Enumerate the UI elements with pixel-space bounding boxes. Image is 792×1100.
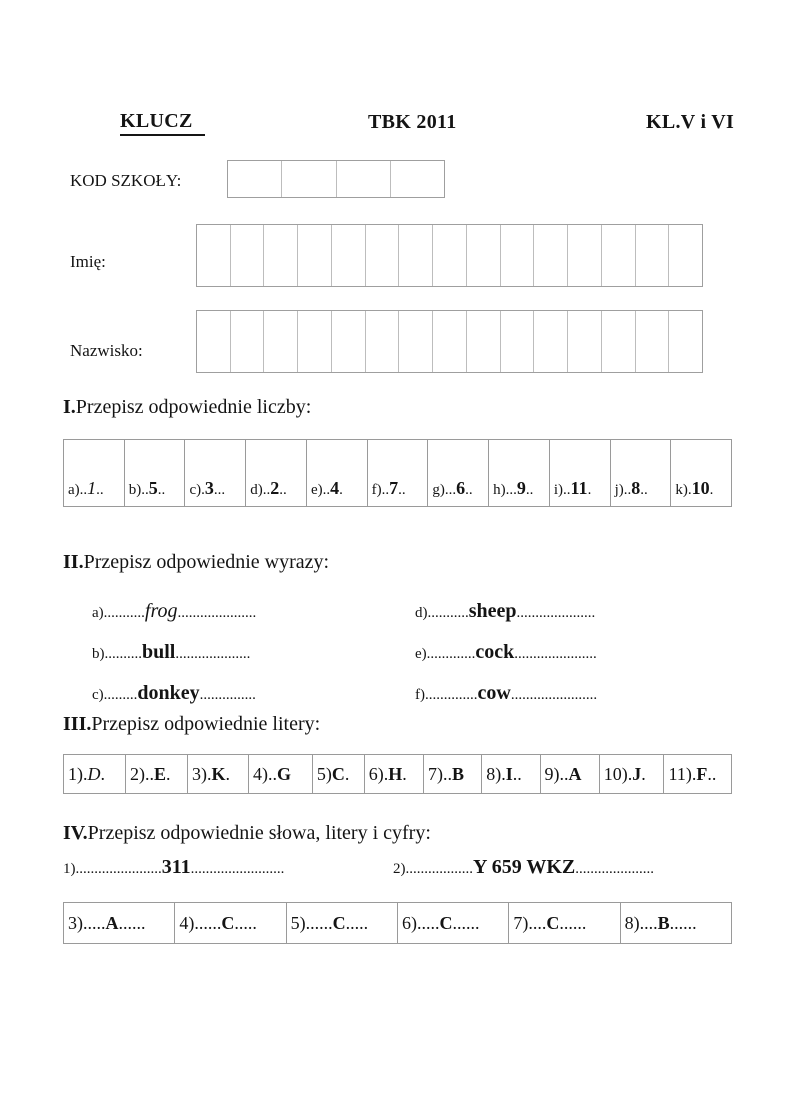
dots: ..	[563, 482, 571, 498]
dots: .	[687, 482, 692, 498]
dots: ..	[707, 763, 717, 784]
answer-value: C	[331, 763, 345, 784]
answer-value: Y 659 WKZ	[473, 856, 576, 878]
answer-line	[554, 478, 591, 499]
word-answer-a	[92, 600, 256, 623]
dots: ..	[322, 482, 331, 498]
dots: .	[339, 482, 343, 498]
dots: ..............	[425, 687, 478, 703]
last-name-cell	[601, 311, 635, 372]
first-name-cell	[197, 225, 230, 286]
answer-value: 2	[270, 478, 280, 498]
class-level-label: KL.V i VI	[646, 111, 735, 133]
answer-cell	[312, 755, 364, 793]
last-name-cell	[263, 311, 297, 372]
answer-label: c)	[92, 687, 104, 703]
answer-label: 6)	[368, 763, 384, 784]
answer-value: 11	[570, 478, 588, 498]
answer-line	[432, 478, 472, 499]
dots: ......	[305, 912, 333, 933]
answer-value: B	[657, 912, 670, 933]
answer-cell	[125, 755, 187, 793]
dots: ..	[398, 482, 406, 498]
first-name-cell	[500, 225, 534, 286]
word-answer-b	[92, 641, 250, 664]
answer-label: 8)	[486, 763, 502, 784]
answer-label: 1)	[68, 763, 83, 784]
dots: .	[100, 763, 105, 784]
last-name-cell	[567, 311, 601, 372]
last-name-grid	[196, 310, 703, 373]
dots: .......................	[510, 687, 598, 703]
section-iii-heading	[63, 713, 320, 736]
first-name-cell	[432, 225, 466, 286]
school-code-cell	[228, 161, 281, 197]
section-iv-heading	[63, 822, 431, 845]
dots: .	[709, 482, 714, 498]
word-answer-f	[415, 682, 597, 705]
dots: ..	[279, 482, 287, 498]
school-code-cell	[281, 161, 335, 197]
school-code-cell	[390, 161, 444, 197]
answer-value: A	[568, 763, 582, 784]
dots: .....................	[516, 605, 596, 621]
answer-value: 7	[389, 478, 399, 498]
answer-cell	[306, 440, 367, 506]
section-i-heading	[63, 396, 311, 419]
answer-value: cock	[475, 641, 515, 663]
dots: .	[166, 763, 171, 784]
dots: ..	[640, 482, 648, 498]
answer-label: a)	[92, 605, 104, 621]
answer-label: g)	[432, 482, 445, 498]
dots: ....	[639, 912, 658, 933]
answer-label: 7)	[427, 763, 443, 784]
section-iii-answer-table	[63, 754, 732, 794]
answer-label: 5)	[316, 763, 332, 784]
answer-value: G	[277, 763, 292, 784]
answer-cell	[508, 903, 619, 943]
last-name-cell	[500, 311, 534, 372]
answer-line	[189, 478, 225, 499]
answer-line	[493, 478, 533, 499]
answer-line	[615, 478, 648, 499]
answer-value: 6	[456, 478, 466, 498]
last-name-cell	[230, 311, 264, 372]
first-name-cell	[635, 225, 669, 286]
answer-cell	[248, 755, 312, 793]
answer-cell	[549, 440, 610, 506]
dots: .	[383, 763, 389, 784]
first-name-label: Imię:	[70, 252, 106, 271]
answer-label: b)	[128, 482, 142, 498]
answer-cell	[540, 755, 599, 793]
answer-cell	[184, 440, 245, 506]
answer-value: 311	[161, 856, 191, 878]
answer-cell	[397, 903, 508, 943]
answer-cell	[620, 903, 731, 943]
first-name-cell	[668, 225, 702, 286]
answer-value: frog	[144, 600, 178, 622]
answer-label: i)	[553, 482, 564, 498]
dots: ..	[157, 482, 166, 498]
answer-value: donkey	[137, 682, 200, 704]
dots: .....................	[177, 605, 257, 621]
answer-value: 1	[87, 478, 97, 498]
answer-label: 5)	[290, 912, 306, 933]
answer-value: H	[388, 763, 403, 784]
answer-cell	[286, 903, 397, 943]
last-name-cell	[398, 311, 432, 372]
last-name-cell	[635, 311, 669, 372]
dots: .........................	[190, 861, 285, 877]
dots: ..................	[405, 861, 473, 877]
answer-label: d)	[250, 482, 263, 498]
answer-label: 1)	[63, 861, 76, 877]
dots: ...............	[199, 687, 256, 703]
dots: .....	[234, 912, 257, 933]
first-name-cell	[230, 225, 264, 286]
dots: ...	[213, 482, 226, 498]
dots: ...........	[427, 605, 469, 621]
answer-value: C	[546, 912, 560, 933]
answer-line	[372, 478, 406, 499]
dots: ....	[528, 912, 547, 933]
answer-value: C	[221, 912, 235, 933]
section-ii-number: II.	[63, 551, 84, 573]
dots: ......	[194, 912, 222, 933]
answer-label: c)	[189, 482, 202, 498]
answer-cell	[423, 755, 481, 793]
first-name-cell	[533, 225, 567, 286]
answer-value: C	[439, 912, 453, 933]
dots: ..	[96, 482, 104, 498]
answer-value: F	[696, 763, 708, 784]
dots: ..	[512, 763, 522, 784]
first-name-cell	[331, 225, 365, 286]
answer-label: d)	[415, 605, 428, 621]
answer-label: 3)	[68, 912, 83, 933]
answer-value: 3	[204, 478, 214, 498]
dots: ..	[442, 763, 452, 784]
dots: .	[627, 763, 633, 784]
last-name-cell	[365, 311, 399, 372]
answer-label: 10)	[603, 763, 628, 784]
dots: ..	[465, 482, 473, 498]
answer-cell	[481, 755, 539, 793]
dots: .....................	[575, 861, 654, 877]
dots: ......	[118, 912, 146, 933]
answer-label: k)	[675, 482, 688, 498]
dots: ......	[452, 912, 480, 933]
answer-cell	[64, 903, 174, 943]
answer-label: f)	[371, 482, 382, 498]
section-iii-number: III.	[63, 713, 92, 735]
answer-value: E	[153, 763, 166, 784]
dots: .	[83, 763, 88, 784]
line-answer-2	[393, 856, 654, 879]
dots: .......................	[75, 861, 162, 877]
answer-value: 10	[691, 478, 710, 498]
last-name-label: Nazwisko:	[70, 341, 143, 360]
word-answer-e	[415, 641, 597, 664]
dots: .....	[345, 912, 369, 933]
school-code-label: KOD SZKOŁY:	[70, 171, 182, 190]
answer-label: 4)	[179, 912, 195, 933]
answer-value: K	[211, 763, 226, 784]
test-code-title: TBK 2011	[368, 111, 457, 133]
last-name-cell	[533, 311, 567, 372]
first-name-cell	[567, 225, 601, 286]
first-name-cell	[466, 225, 500, 286]
answer-value: B	[451, 763, 464, 784]
last-name-cell	[297, 311, 331, 372]
answer-line	[68, 478, 104, 499]
answer-value: 9	[516, 478, 526, 498]
answer-cell	[174, 903, 285, 943]
dots: ....................	[175, 646, 251, 662]
answer-label: h)	[493, 482, 506, 498]
dots: ...........	[103, 605, 145, 621]
dots: .	[641, 763, 646, 784]
answer-label: 2)	[393, 861, 406, 877]
dots: ...	[505, 482, 517, 498]
answer-value: A	[105, 912, 119, 933]
dots: ..	[623, 482, 632, 498]
section-i-title: Przepisz odpowiednie liczby:	[75, 396, 312, 418]
answer-cell	[64, 440, 124, 506]
dots: .	[206, 763, 212, 784]
answer-value: 5	[148, 478, 158, 498]
first-name-cell	[263, 225, 297, 286]
dots: ...	[444, 482, 457, 498]
last-name-cell	[331, 311, 365, 372]
answer-value: J	[632, 763, 642, 784]
word-answer-d	[415, 600, 595, 623]
dots: ..	[141, 482, 149, 498]
answer-value: I	[505, 763, 513, 784]
answer-label: a)	[68, 482, 80, 498]
school-code-cell	[336, 161, 390, 197]
dots: ..	[262, 482, 271, 498]
answer-cell	[663, 755, 731, 793]
last-name-cell	[432, 311, 466, 372]
first-name-cell	[365, 225, 399, 286]
dots: ..	[268, 763, 278, 784]
dots: ......................	[514, 646, 597, 662]
answer-label: 6)	[401, 912, 417, 933]
answer-label: e)	[415, 646, 427, 662]
section-ii-heading	[63, 551, 329, 574]
answer-label: f)	[415, 687, 425, 703]
answer-label: 9)	[544, 763, 560, 784]
dots: .	[201, 482, 205, 498]
section-ii-title: Przepisz odpowiednie wyrazy:	[83, 551, 330, 573]
answer-cell	[610, 440, 671, 506]
last-name-cell	[197, 311, 230, 372]
answer-line	[311, 478, 343, 499]
document-title: KLUCZ	[120, 110, 205, 136]
dots: ..	[525, 482, 534, 498]
dots: .....	[416, 912, 440, 933]
dots: .	[691, 763, 697, 784]
dots: ..	[559, 763, 569, 784]
section-i-number: I.	[63, 396, 76, 418]
line-answer-1	[63, 856, 284, 879]
answer-line	[250, 478, 287, 499]
first-name-cell	[601, 225, 635, 286]
dots: ......	[559, 912, 587, 933]
answer-cell	[670, 440, 731, 506]
last-name-cell	[466, 311, 500, 372]
dots: .	[344, 763, 350, 784]
answer-value: 8	[631, 478, 641, 498]
answer-label: 3)	[191, 763, 207, 784]
first-name-grid	[196, 224, 703, 287]
dots: .	[225, 763, 230, 784]
answer-cell	[124, 440, 185, 506]
word-answer-c	[92, 682, 256, 705]
dots: .....	[83, 912, 106, 933]
answer-label: j)	[614, 482, 624, 498]
dots: .............	[426, 646, 476, 662]
dots: .........	[103, 687, 138, 703]
answer-line	[129, 478, 166, 499]
dots: ..	[381, 482, 390, 498]
dots: .	[402, 763, 407, 784]
answer-label: 7)	[513, 912, 529, 933]
last-name-cell	[668, 311, 702, 372]
school-code-grid	[227, 160, 445, 198]
dots: .	[587, 482, 592, 498]
first-name-cell	[398, 225, 432, 286]
answer-label: 4)	[253, 763, 269, 784]
answer-label: 2)	[129, 763, 145, 784]
answer-cell	[245, 440, 306, 506]
dots: ......	[669, 912, 697, 933]
section-iv-title: Przepisz odpowiednie słowa, litery i cyfry:	[87, 822, 431, 844]
answer-cell	[367, 440, 428, 506]
section-iv-number: IV.	[63, 822, 88, 844]
answer-cell	[599, 755, 664, 793]
dots: ..	[144, 763, 154, 784]
dots: .	[501, 763, 506, 784]
section-i-answer-table	[63, 439, 732, 507]
section-iii-title: Przepisz odpowiednie litery:	[91, 713, 321, 735]
answer-value: 4	[330, 478, 340, 498]
answer-label: 11)	[668, 763, 692, 784]
dots: ..........	[104, 646, 142, 662]
section-iv-answer-table	[63, 902, 732, 944]
answer-cell	[187, 755, 248, 793]
answer-value: D	[87, 763, 101, 784]
answer-cell	[364, 755, 423, 793]
answer-cell	[488, 440, 549, 506]
answer-label: 8)	[624, 912, 640, 933]
answer-label: e)	[310, 482, 323, 498]
dots: ..	[79, 482, 88, 498]
answer-value: C	[332, 912, 346, 933]
first-name-cell	[297, 225, 331, 286]
answer-value: cow	[477, 682, 511, 704]
answer-cell	[427, 440, 488, 506]
answer-line	[675, 478, 713, 499]
answer-label: b)	[92, 646, 105, 662]
answer-cell	[64, 755, 125, 793]
answer-value: sheep	[468, 600, 517, 622]
answer-value: bull	[142, 641, 176, 663]
